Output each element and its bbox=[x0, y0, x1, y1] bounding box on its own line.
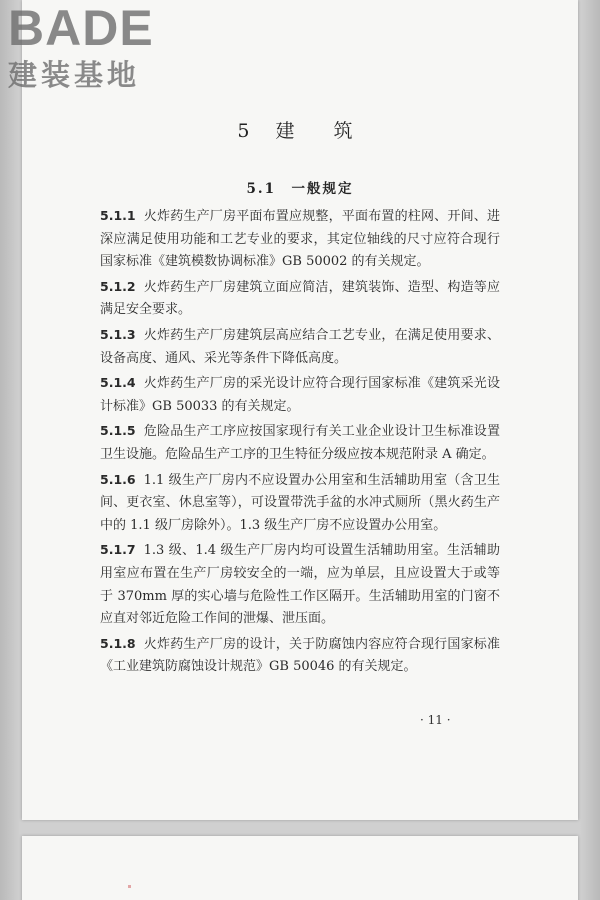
clause-5-1-1 bbox=[100, 205, 500, 274]
clause-number: 5.1.3 bbox=[100, 326, 136, 342]
clause-number: 5.1.4 bbox=[100, 375, 136, 391]
clause-number: 5.1.1 bbox=[100, 208, 136, 223]
logo-subtitle-text: 建装基地 bbox=[8, 58, 141, 92]
clause-text: 火炸药生产厂房的设计，关于防腐蚀内容应符合现行国家标准《工业建筑防腐蚀设计规范》GB 50046 的有关规定。 bbox=[100, 636, 500, 675]
clause-5-1-2 bbox=[100, 276, 500, 322]
next-document-page bbox=[22, 836, 578, 900]
section-title: 5.1 一般规定 bbox=[246, 181, 354, 197]
clause-5-1-6 bbox=[100, 469, 500, 538]
clause-number: 5.1.8 bbox=[100, 635, 136, 651]
page-corner-mark bbox=[128, 885, 131, 888]
clause-5-1-3 bbox=[100, 324, 500, 370]
clause-number: 5.1.5 bbox=[100, 423, 136, 439]
clause-text: 1.1 级生产厂房内不应设置办公用室和生活辅助用室（含卫生间、更衣室、休息室等），可设置带洗手盆的水冲式厕所（黑火药生产中的 1.1 级厂房除外）。1.3 级生产厂房不应设置办公用室。 bbox=[100, 472, 500, 533]
clause-text: 火炸药生产厂房平面布置应规整，平面布置的柱网、开间、进深应满足使用功能和工艺专业的要求，其定位轴线的尺寸应符合现行国家标准《建筑模数协调标准》GB 50002 的有关规定。 bbox=[100, 209, 500, 270]
clause-number: 5.1.6 bbox=[100, 471, 136, 487]
clause-5-1-7 bbox=[100, 539, 500, 630]
clause-text: 火炸药生产厂房建筑立面应简洁，建筑装饰、造型、构造等应满足安全要求。 bbox=[100, 279, 500, 318]
logo-brand-text: BADE bbox=[8, 0, 154, 56]
clause-number: 5.1.2 bbox=[100, 278, 136, 294]
clause-text: 火炸药生产厂房建筑层高应结合工艺专业，在满足使用要求、设备高度、通风、采光等条件下降低高度。 bbox=[100, 327, 500, 366]
clause-list bbox=[100, 205, 500, 681]
clause-5-1-8 bbox=[100, 633, 500, 679]
watermark-logo bbox=[8, 2, 178, 94]
page-number: · 11 · bbox=[420, 713, 451, 727]
clause-text: 危险品生产工序应按国家现行有关工业企业设计卫生标准设置卫生设施。危险品生产工序的卫生特征分级应按本规范附录 A 确定。 bbox=[100, 424, 500, 462]
chapter-title: 5 建 筑 bbox=[237, 120, 363, 142]
clause-text: 火炸药生产厂房的采光设计应符合现行国家标准《建筑采光设计标准》GB 50033 的有关规定。 bbox=[100, 376, 500, 414]
clause-number: 5.1.7 bbox=[100, 542, 136, 558]
clause-text: 1.3 级、1.4 级生产厂房内均可设置生活辅助用室。生活辅助用室应布置在生产厂房较安全的一端，应为单层，且应设置大于或等于 370mm 厚的实心墙与危险性工作区隔开。生活辅助用室的门窗不应直对邻近危险工作间的泄爆、泄压面。 bbox=[100, 543, 500, 627]
clause-5-1-4 bbox=[100, 372, 500, 418]
clause-5-1-5 bbox=[100, 420, 500, 466]
